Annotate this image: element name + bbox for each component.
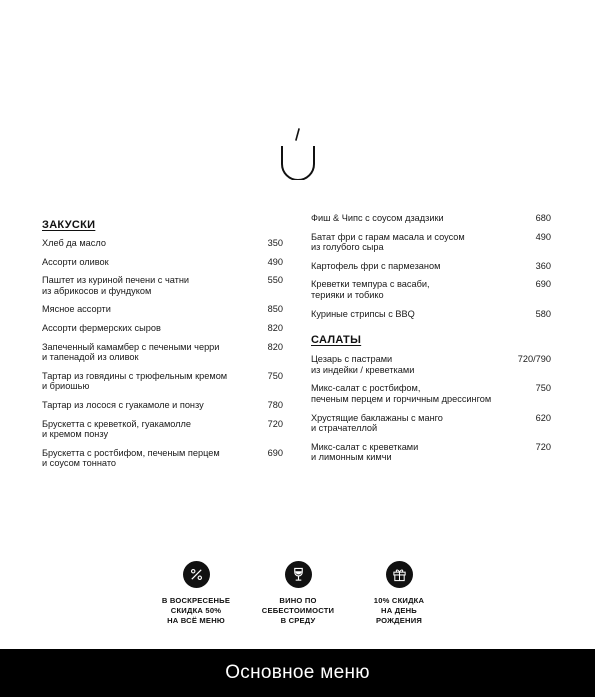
menu-item-name: Картофель фри с пармезаном xyxy=(311,260,441,271)
logo xyxy=(0,128,595,180)
menu-item xyxy=(42,342,283,363)
promo-text: 10% СКИДКА НА ДЕНЬ РОЖДЕНИЯ xyxy=(373,596,425,625)
wine-glass-icon xyxy=(285,561,312,588)
menu-item-name: Мясное ассорти xyxy=(42,304,111,315)
menu-item-price: 490 xyxy=(267,256,283,267)
menu-item-price: 720 xyxy=(535,441,551,452)
menu-column-left xyxy=(42,213,283,477)
promo-text: ВИНО ПО СЕБЕСТОИМОСТИ В СРЕДУ xyxy=(261,596,335,625)
salads-list xyxy=(311,354,551,463)
menu-item-name: Брускетта с ростбифом, печеным перцем и соусом тоннато xyxy=(42,447,220,469)
menu-item-price: 580 xyxy=(535,308,551,319)
menu-item-name: Батат фри с гарам масала и соусом из голубого сыра xyxy=(311,231,465,253)
menu-item-name: Тартар из говядины с трюфельным кремом и бриошью xyxy=(42,370,228,392)
menu-item-price: 490 xyxy=(535,231,551,242)
menu-item-name: Фиш & Чипс с соусом дзадзики xyxy=(311,213,444,223)
menu-item-name: Цезарь с пастрами из индейки / креветками xyxy=(311,354,415,375)
menu-item-name: Запеченный камамбер с печеными черри и тапенадой из оливок xyxy=(42,341,220,363)
menu-item xyxy=(311,279,551,300)
menu-item-price: 720/790 xyxy=(517,354,551,365)
menu-item-price: 620 xyxy=(535,412,551,423)
menu-item-price: 750 xyxy=(535,383,551,394)
menu-item xyxy=(311,309,551,320)
menu-item-price: 820 xyxy=(267,322,283,333)
menu-item-name: Креветки темпура с васаби, терияки и тобико xyxy=(311,279,430,300)
section-title-appetizers: ЗАКУСКИ xyxy=(42,219,96,231)
promo-birthday-discount xyxy=(344,561,454,626)
footer-title: Основное меню xyxy=(225,662,370,683)
menu-item xyxy=(311,354,551,375)
menu-item xyxy=(311,213,551,224)
footer-bar xyxy=(0,649,595,697)
menu-item xyxy=(42,257,283,268)
menu-item-price: 690 xyxy=(267,447,283,458)
promo-sunday-discount xyxy=(141,561,251,626)
menu-item xyxy=(42,419,283,440)
menu-column-right xyxy=(311,213,551,471)
menu-item xyxy=(42,448,283,469)
percent-icon xyxy=(183,561,210,588)
menu-item xyxy=(311,442,551,463)
menu-item xyxy=(311,383,551,404)
menu-item xyxy=(42,400,283,411)
menu-item-price: 720 xyxy=(267,418,283,429)
menu-item-name: Куриные стрипсы с BBQ xyxy=(311,308,415,319)
menu-item xyxy=(311,413,551,434)
promo-bar xyxy=(0,561,595,631)
menu-item xyxy=(42,238,283,249)
menu-item xyxy=(42,304,283,315)
menu-item-name: Микс-салат с ростбифом, печеным перцем и горчичным дрессингом xyxy=(311,383,492,404)
menu-item-name: Паштет из куриной печени с чатни из абрикосов и фундуком xyxy=(42,275,190,296)
menu-item-price: 350 xyxy=(267,238,283,248)
menu-item-name: Ассорти фермерских сыров xyxy=(42,322,161,333)
promo-wine-wednesday xyxy=(243,561,353,626)
menu-item-name: Хлеб да масло xyxy=(42,238,106,248)
menu-item xyxy=(42,275,283,296)
menu-item-price: 680 xyxy=(535,213,551,223)
menu-item-name: Тартар из лосося с гуакамоле и понзу xyxy=(42,399,204,410)
gift-icon xyxy=(386,561,413,588)
menu-item xyxy=(42,371,283,392)
menu-item-price: 690 xyxy=(535,279,551,290)
menu-item-price: 550 xyxy=(267,275,283,286)
menu-item-name: Микс-салат с креветками и лимонным кимчи xyxy=(311,441,419,463)
menu-item-price: 780 xyxy=(267,399,283,410)
menu-item-price: 850 xyxy=(267,304,283,315)
menu-item-price: 820 xyxy=(267,341,283,352)
menu-item xyxy=(311,261,551,272)
menu-item-name: Брускетта с креветкой, гуакамолле и кремом понзу xyxy=(42,418,192,440)
logo-mark xyxy=(278,128,318,180)
hot-appetizers-list xyxy=(311,213,551,319)
menu-item-name: Хрустящие баклажаны с манго и страчателлой xyxy=(311,412,443,434)
menu-item-name: Ассорти оливок xyxy=(42,256,109,267)
menu-item xyxy=(42,323,283,334)
menu-item-price: 750 xyxy=(267,370,283,381)
menu-item-price: 360 xyxy=(535,260,551,271)
appetizers-list xyxy=(42,238,283,469)
section-title-salads: САЛАТЫ xyxy=(311,334,362,347)
menu-item xyxy=(311,232,551,253)
promo-text: В ВОСКРЕСЕНЬЕ СКИДКА 50% НА ВСЁ МЕНЮ xyxy=(161,596,231,625)
